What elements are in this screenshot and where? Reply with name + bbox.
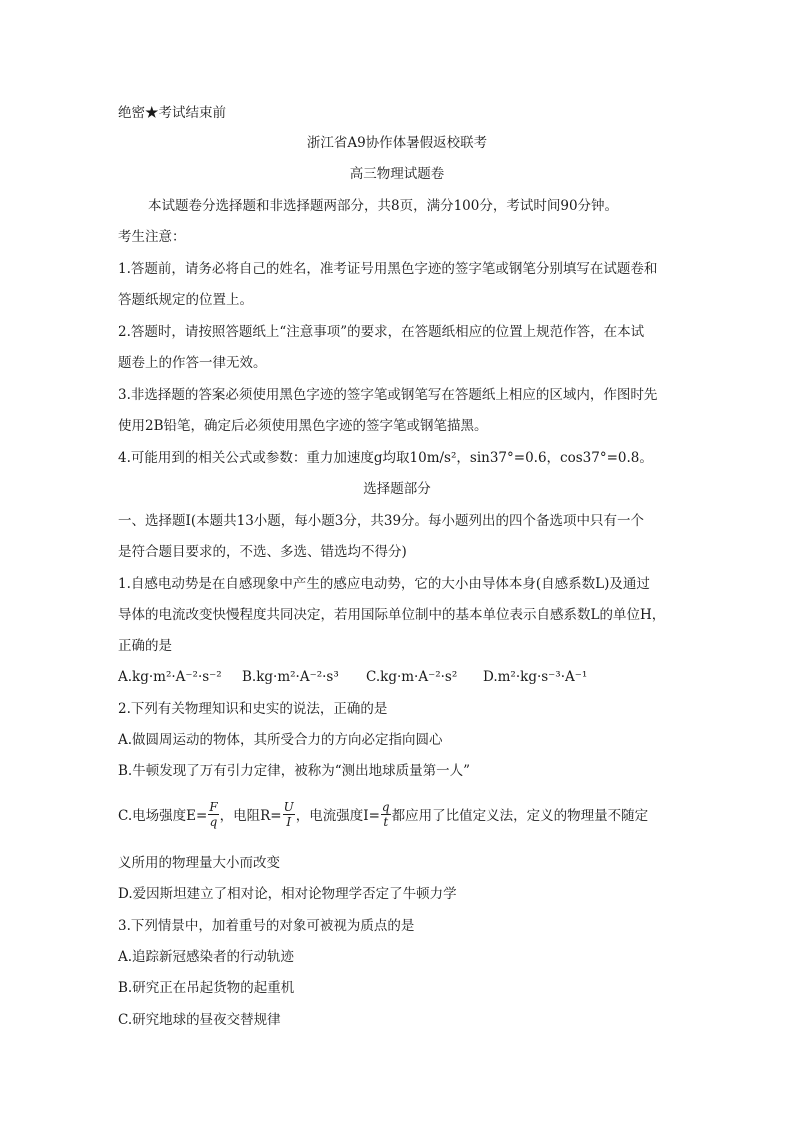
- formula-r-fraction: [283, 800, 295, 829]
- q2-option-c-continued: 义所用的物理量大小而改变: [118, 855, 280, 871]
- note-line: 1.答题前，请务必将自己的姓名，准考证号用黑色字迹的签字笔或钢笔分别填写在试题卷和: [118, 261, 658, 277]
- section-instructions: 是符合题目要求的，不选、多选、错选均不得分): [118, 544, 407, 560]
- formula-i-fraction: [381, 800, 391, 829]
- q2-c-text: C.电场强度E=: [118, 808, 208, 824]
- exam-subtitle: 高三物理试题卷: [349, 166, 445, 182]
- q2-stem: 2.下列有关物理知识和史实的说法，正确的是: [118, 701, 388, 717]
- q1-option-d: D.m²·kg·s⁻³·A⁻¹: [483, 669, 588, 685]
- q2-c-text: 都应用了比值定义法，定义的物理量不随定: [391, 808, 649, 824]
- note-line: 使用2B铅笔，确定后必须使用黑色字迹的签字笔或钢笔描黑。: [118, 418, 488, 434]
- q2-option-a: A.做圆周运动的物体，其所受合力的方向必定指向圆心: [118, 732, 443, 748]
- q3-option-a: A.追踪新冠感染者的行动轨迹: [118, 949, 295, 965]
- q3-option-b: B.研究正在吊起货物的起重机: [118, 980, 295, 996]
- section-title: 选择题部分: [363, 481, 431, 497]
- q1-stem: 正确的是: [118, 638, 172, 654]
- q3-stem: 3.下列情景中，加着重号的对象可被视为质点的是: [118, 918, 415, 934]
- notes-heading: 考生注意：: [118, 229, 186, 245]
- formula-denominator: I: [283, 814, 295, 829]
- q2-c-text: ，电阻R=: [219, 808, 282, 824]
- note-line: 答题纸规定的位置上。: [118, 292, 253, 308]
- q1-option-b: B.kg·m²·A⁻²·s³: [242, 669, 339, 685]
- note-line: 题卷上的作答一律无效。: [118, 355, 267, 371]
- formula-denominator: q: [209, 814, 218, 829]
- formula-e-fraction: [208, 800, 218, 829]
- secret-mark: 绝密★考试结束前: [118, 105, 226, 121]
- q2-option-c: [118, 794, 648, 834]
- q2-option-b: B.牛顿发现了万有引力定律，被称为“测出地球质量第一人”: [118, 763, 471, 779]
- note-line: 3.非选择题的答案必须使用黑色字迹的签字笔或钢笔写在答题纸上相应的区域内，作图时先: [118, 387, 658, 403]
- q2-c-text: ，电流强度I=: [295, 808, 380, 824]
- q3-option-c: C.研究地球的昼夜交替规律: [118, 1012, 281, 1028]
- formula-numerator: F: [209, 799, 218, 814]
- note-line: 4.可能用到的相关公式或参数：重力加速度g均取10m/s²，sin37°=0.6，cos37°=0.8。: [118, 450, 653, 466]
- q1-option-a: A.kg·m²·A⁻²·s⁻²: [118, 669, 222, 685]
- exam-intro: 本试题卷分选择题和非选择题两部分，共8页，满分100分，考试时间90分钟。: [148, 198, 619, 214]
- formula-numerator: U: [283, 799, 294, 814]
- note-line: 2.答题时，请按照答题纸上“注意事项”的要求，在答题纸相应的位置上规范作答，在本试: [118, 324, 645, 340]
- exam-title: 浙江省A9协作体暑假返校联考: [306, 135, 488, 151]
- q1-stem: 导体的电流改变快慢程度共同决定，若用国际单位制中的基本单位表示自感系数L的单位H，: [118, 607, 666, 623]
- formula-numerator: q: [381, 799, 390, 814]
- q1-option-c: C.kg·m·A⁻²·s²: [366, 669, 458, 685]
- q1-stem: 1.自感电动势是在自感现象中产生的感应电动势，它的大小由导体本身(自感系数L)及通过: [118, 576, 650, 592]
- section-instructions: 一、选择题Ⅰ(本题共13小题，每小题3分，共39分。每小题列出的四个备选项中只有一个: [118, 513, 645, 529]
- formula-denominator: t: [381, 814, 391, 829]
- q2-option-d: D.爱因斯坦建立了相对论，相对论物理学否定了牛顿力学: [118, 886, 457, 902]
